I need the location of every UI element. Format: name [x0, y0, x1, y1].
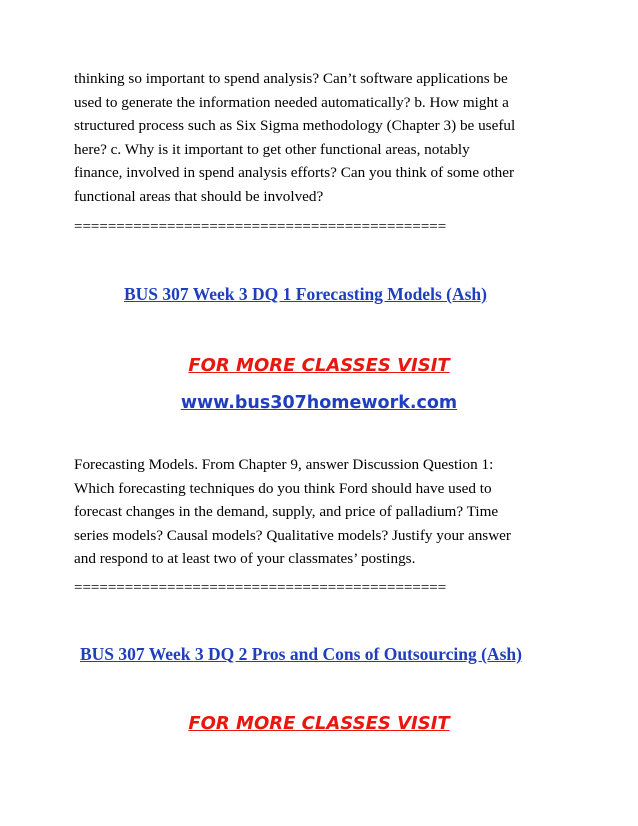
paragraph-line: and respond to at least two of your classmates’ postings. — [74, 550, 416, 568]
paragraph-line: used to generate the information needed automatically? b. How might a — [74, 93, 509, 111]
paragraph-line: forecast changes in the demand, supply, and price of palladium? Time — [74, 503, 499, 521]
paragraph-line: structured process such as Six Sigma methodology (Chapter 3) be useful — [74, 117, 516, 135]
paragraph-line: thinking so important to spend analysis? Can’t software applications be — [74, 70, 508, 87]
visit-banner: FOR MORE CLASSES VISIT — [188, 355, 450, 376]
separator-line: ============================================ — [74, 219, 447, 235]
visit-banner: FOR MORE CLASSES VISIT — [188, 713, 450, 734]
paragraph-line: series models? Causal models? Qualitative models? Justify your answer — [74, 526, 511, 544]
section-heading: BUS 307 Week 3 DQ 1 Forecasting Models (Ash) — [124, 284, 487, 304]
forecasting-paragraph — [74, 453, 574, 571]
homework-link[interactable]: www.bus307homework.com — [180, 393, 458, 413]
paragraph-line: Which forecasting techniques do you think Ford should have used to — [74, 479, 492, 497]
intro-paragraph — [74, 67, 574, 209]
paragraph-line: Forecasting Models. From Chapter 9, answer Discussion Question 1: — [74, 456, 494, 473]
separator-line: ============================================ — [74, 580, 447, 596]
section-heading: BUS 307 Week 3 DQ 2 Pros and Cons of Outsourcing (Ash) — [80, 644, 522, 664]
paragraph-line: functional areas that should be involved? — [74, 187, 324, 205]
paragraph-line: here? c. Why is it important to get other functional areas, notably — [74, 140, 470, 158]
paragraph-line: finance, involved in spend analysis efforts? Can you think of some other — [74, 164, 515, 182]
